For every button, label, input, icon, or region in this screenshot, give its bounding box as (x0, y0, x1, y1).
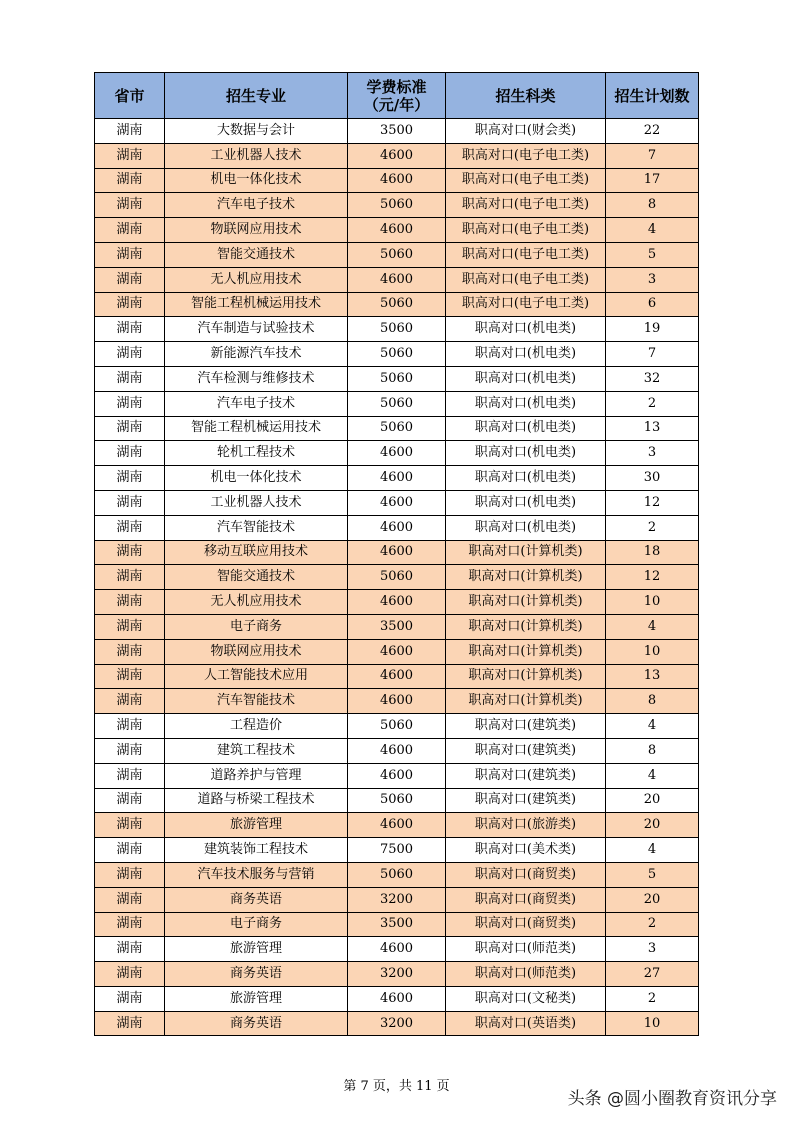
cell-plan: 5 (606, 242, 699, 267)
cell-major: 旅游管理 (165, 937, 348, 962)
cell-province: 湖南 (95, 838, 165, 863)
table-row (95, 664, 699, 689)
cell-major: 旅游管理 (165, 813, 348, 838)
cell-category: 职高对口(美术类) (446, 838, 606, 863)
cell-plan: 2 (606, 912, 699, 937)
table-row (95, 168, 699, 193)
cell-major: 汽车电子技术 (165, 193, 348, 218)
cell-province: 湖南 (95, 565, 165, 590)
cell-category: 职高对口(建筑类) (446, 788, 606, 813)
cell-category: 职高对口(机电类) (446, 391, 606, 416)
table-row (95, 714, 699, 739)
cell-category: 职高对口(机电类) (446, 441, 606, 466)
cell-category: 职高对口(商贸类) (446, 912, 606, 937)
cell-fee: 4600 (348, 639, 446, 664)
cell-province: 湖南 (95, 218, 165, 243)
cell-major: 汽车电子技术 (165, 391, 348, 416)
cell-province: 湖南 (95, 242, 165, 267)
cell-fee: 5060 (348, 391, 446, 416)
cell-category: 职高对口(电子电工类) (446, 242, 606, 267)
cell-province: 湖南 (95, 292, 165, 317)
cell-fee: 4600 (348, 590, 446, 615)
table-row (95, 416, 699, 441)
header-fee: 学费标准 （元/年） (348, 73, 446, 119)
table-row (95, 366, 699, 391)
cell-category: 职高对口(电子电工类) (446, 218, 606, 243)
cell-category: 职高对口(机电类) (446, 342, 606, 367)
cell-fee: 3500 (348, 912, 446, 937)
cell-fee: 4600 (348, 540, 446, 565)
cell-major: 建筑装饰工程技术 (165, 838, 348, 863)
cell-plan: 10 (606, 590, 699, 615)
cell-plan: 3 (606, 441, 699, 466)
table-row (95, 490, 699, 515)
cell-major: 工业机器人技术 (165, 143, 348, 168)
cell-major: 道路与桥梁工程技术 (165, 788, 348, 813)
cell-fee: 4600 (348, 937, 446, 962)
cell-category: 职高对口(商贸类) (446, 862, 606, 887)
cell-category: 职高对口(英语类) (446, 1011, 606, 1036)
header-category: 招生科类 (446, 73, 606, 119)
cell-fee: 4600 (348, 490, 446, 515)
cell-province: 湖南 (95, 639, 165, 664)
cell-plan: 4 (606, 838, 699, 863)
table-row (95, 813, 699, 838)
cell-major: 道路养护与管理 (165, 763, 348, 788)
cell-fee: 5060 (348, 862, 446, 887)
cell-category: 职高对口(计算机类) (446, 540, 606, 565)
table-row (95, 590, 699, 615)
cell-province: 湖南 (95, 937, 165, 962)
cell-major: 汽车智能技术 (165, 515, 348, 540)
cell-province: 湖南 (95, 441, 165, 466)
table-row (95, 986, 699, 1011)
table-row (95, 342, 699, 367)
cell-fee: 3200 (348, 962, 446, 987)
cell-plan: 27 (606, 962, 699, 987)
cell-major: 汽车制造与试验技术 (165, 317, 348, 342)
cell-category: 职高对口(电子电工类) (446, 267, 606, 292)
table-row (95, 466, 699, 491)
cell-province: 湖南 (95, 986, 165, 1011)
cell-category: 职高对口(电子电工类) (446, 168, 606, 193)
table-row (95, 689, 699, 714)
cell-major: 商务英语 (165, 887, 348, 912)
cell-province: 湖南 (95, 119, 165, 144)
table-row (95, 267, 699, 292)
cell-major: 商务英语 (165, 1011, 348, 1036)
table-row (95, 937, 699, 962)
table-row (95, 242, 699, 267)
cell-plan: 10 (606, 1011, 699, 1036)
table-row (95, 540, 699, 565)
cell-fee: 4600 (348, 466, 446, 491)
cell-province: 湖南 (95, 763, 165, 788)
table-row (95, 317, 699, 342)
cell-province: 湖南 (95, 515, 165, 540)
cell-province: 湖南 (95, 342, 165, 367)
cell-plan: 13 (606, 664, 699, 689)
cell-fee: 5060 (348, 317, 446, 342)
table-row (95, 119, 699, 144)
header-province: 省市 (95, 73, 165, 119)
table-row (95, 639, 699, 664)
table-row (95, 218, 699, 243)
cell-major: 商务英语 (165, 962, 348, 987)
cell-plan: 2 (606, 986, 699, 1011)
cell-category: 职高对口(文秘类) (446, 986, 606, 1011)
cell-fee: 5060 (348, 565, 446, 590)
cell-plan: 2 (606, 391, 699, 416)
cell-category: 职高对口(财会类) (446, 119, 606, 144)
cell-major: 工业机器人技术 (165, 490, 348, 515)
cell-fee: 3500 (348, 119, 446, 144)
cell-plan: 17 (606, 168, 699, 193)
enrollment-plan-table (94, 72, 699, 1036)
cell-major: 物联网应用技术 (165, 639, 348, 664)
cell-major: 新能源汽车技术 (165, 342, 348, 367)
cell-fee: 5060 (348, 714, 446, 739)
cell-plan: 12 (606, 490, 699, 515)
cell-major: 汽车技术服务与营销 (165, 862, 348, 887)
table-row (95, 515, 699, 540)
cell-province: 湖南 (95, 738, 165, 763)
cell-category: 职高对口(计算机类) (446, 689, 606, 714)
cell-category: 职高对口(电子电工类) (446, 292, 606, 317)
cell-fee: 5060 (348, 292, 446, 317)
cell-major: 智能交通技术 (165, 242, 348, 267)
cell-fee: 5060 (348, 342, 446, 367)
cell-category: 职高对口(师范类) (446, 962, 606, 987)
table-row (95, 738, 699, 763)
cell-fee: 4600 (348, 267, 446, 292)
cell-plan: 20 (606, 788, 699, 813)
cell-plan: 20 (606, 887, 699, 912)
cell-category: 职高对口(建筑类) (446, 763, 606, 788)
cell-fee: 5060 (348, 416, 446, 441)
cell-fee: 4600 (348, 218, 446, 243)
cell-fee: 5060 (348, 366, 446, 391)
cell-category: 职高对口(电子电工类) (446, 193, 606, 218)
cell-fee: 4600 (348, 143, 446, 168)
cell-category: 职高对口(计算机类) (446, 639, 606, 664)
table-body (95, 119, 699, 1036)
cell-plan: 3 (606, 937, 699, 962)
cell-plan: 8 (606, 689, 699, 714)
cell-plan: 18 (606, 540, 699, 565)
cell-major: 智能交通技术 (165, 565, 348, 590)
cell-plan: 13 (606, 416, 699, 441)
cell-plan: 4 (606, 714, 699, 739)
cell-province: 湖南 (95, 540, 165, 565)
cell-plan: 4 (606, 218, 699, 243)
cell-category: 职高对口(电子电工类) (446, 143, 606, 168)
cell-fee: 3200 (348, 887, 446, 912)
cell-province: 湖南 (95, 366, 165, 391)
cell-plan: 30 (606, 466, 699, 491)
header-major: 招生专业 (165, 73, 348, 119)
cell-fee: 7500 (348, 838, 446, 863)
cell-category: 职高对口(机电类) (446, 317, 606, 342)
cell-fee: 4600 (348, 441, 446, 466)
cell-fee: 4600 (348, 168, 446, 193)
cell-plan: 7 (606, 143, 699, 168)
cell-province: 湖南 (95, 788, 165, 813)
cell-plan: 4 (606, 614, 699, 639)
cell-plan: 8 (606, 738, 699, 763)
cell-province: 湖南 (95, 317, 165, 342)
cell-province: 湖南 (95, 143, 165, 168)
cell-province: 湖南 (95, 714, 165, 739)
cell-fee: 4600 (348, 763, 446, 788)
cell-plan: 7 (606, 342, 699, 367)
table-row (95, 565, 699, 590)
cell-category: 职高对口(建筑类) (446, 714, 606, 739)
cell-fee: 4600 (348, 515, 446, 540)
cell-major: 移动互联应用技术 (165, 540, 348, 565)
cell-province: 湖南 (95, 391, 165, 416)
cell-category: 职高对口(计算机类) (446, 664, 606, 689)
cell-province: 湖南 (95, 813, 165, 838)
cell-plan: 3 (606, 267, 699, 292)
cell-fee: 4600 (348, 813, 446, 838)
cell-major: 机电一体化技术 (165, 168, 348, 193)
cell-category: 职高对口(师范类) (446, 937, 606, 962)
table-row (95, 862, 699, 887)
cell-province: 湖南 (95, 614, 165, 639)
cell-major: 建筑工程技术 (165, 738, 348, 763)
cell-province: 湖南 (95, 466, 165, 491)
cell-province: 湖南 (95, 664, 165, 689)
table-row (95, 193, 699, 218)
cell-major: 电子商务 (165, 614, 348, 639)
cell-major: 机电一体化技术 (165, 466, 348, 491)
table-row (95, 292, 699, 317)
cell-province: 湖南 (95, 267, 165, 292)
cell-province: 湖南 (95, 590, 165, 615)
cell-province: 湖南 (95, 490, 165, 515)
page-number-footer: 第 7 页，共 11 页 (343, 1079, 450, 1094)
cell-province: 湖南 (95, 193, 165, 218)
cell-province: 湖南 (95, 1011, 165, 1036)
table-row (95, 763, 699, 788)
cell-major: 汽车智能技术 (165, 689, 348, 714)
cell-plan: 12 (606, 565, 699, 590)
cell-plan: 10 (606, 639, 699, 664)
cell-category: 职高对口(机电类) (446, 515, 606, 540)
cell-major: 大数据与会计 (165, 119, 348, 144)
cell-major: 无人机应用技术 (165, 267, 348, 292)
cell-category: 职高对口(计算机类) (446, 565, 606, 590)
table-header-row (95, 73, 699, 119)
cell-major: 工程造价 (165, 714, 348, 739)
table-row (95, 887, 699, 912)
cell-category: 职高对口(旅游类) (446, 813, 606, 838)
cell-fee: 3500 (348, 614, 446, 639)
cell-major: 无人机应用技术 (165, 590, 348, 615)
table-row (95, 788, 699, 813)
table-row (95, 441, 699, 466)
cell-province: 湖南 (95, 689, 165, 714)
cell-plan: 20 (606, 813, 699, 838)
cell-plan: 8 (606, 193, 699, 218)
source-watermark: 头条 @圆小圈教育资讯分享 (567, 1089, 777, 1109)
cell-plan: 6 (606, 292, 699, 317)
cell-plan: 19 (606, 317, 699, 342)
cell-fee: 4600 (348, 664, 446, 689)
cell-category: 职高对口(建筑类) (446, 738, 606, 763)
table-row (95, 614, 699, 639)
cell-plan: 32 (606, 366, 699, 391)
cell-fee: 5060 (348, 193, 446, 218)
cell-province: 湖南 (95, 862, 165, 887)
table-row (95, 962, 699, 987)
table-row (95, 838, 699, 863)
cell-fee: 5060 (348, 788, 446, 813)
cell-major: 人工智能技术应用 (165, 664, 348, 689)
cell-major: 智能工程机械运用技术 (165, 416, 348, 441)
cell-fee: 4600 (348, 738, 446, 763)
cell-fee: 3200 (348, 1011, 446, 1036)
cell-category: 职高对口(商贸类) (446, 887, 606, 912)
cell-plan: 22 (606, 119, 699, 144)
cell-category: 职高对口(计算机类) (446, 590, 606, 615)
cell-major: 汽车检测与维修技术 (165, 366, 348, 391)
cell-plan: 4 (606, 763, 699, 788)
cell-province: 湖南 (95, 416, 165, 441)
cell-province: 湖南 (95, 168, 165, 193)
cell-major: 智能工程机械运用技术 (165, 292, 348, 317)
cell-fee: 4600 (348, 689, 446, 714)
cell-category: 职高对口(机电类) (446, 466, 606, 491)
cell-category: 职高对口(机电类) (446, 490, 606, 515)
cell-major: 物联网应用技术 (165, 218, 348, 243)
cell-major: 旅游管理 (165, 986, 348, 1011)
cell-category: 职高对口(计算机类) (446, 614, 606, 639)
table-row (95, 391, 699, 416)
cell-fee: 4600 (348, 986, 446, 1011)
cell-fee: 5060 (348, 242, 446, 267)
table-row (95, 912, 699, 937)
cell-plan: 2 (606, 515, 699, 540)
cell-major: 电子商务 (165, 912, 348, 937)
cell-province: 湖南 (95, 887, 165, 912)
cell-category: 职高对口(机电类) (446, 416, 606, 441)
cell-province: 湖南 (95, 962, 165, 987)
cell-category: 职高对口(机电类) (446, 366, 606, 391)
table-row (95, 1011, 699, 1036)
table-row (95, 143, 699, 168)
cell-major: 轮机工程技术 (165, 441, 348, 466)
cell-plan: 5 (606, 862, 699, 887)
header-plan: 招生计划数 (606, 73, 699, 119)
cell-province: 湖南 (95, 912, 165, 937)
